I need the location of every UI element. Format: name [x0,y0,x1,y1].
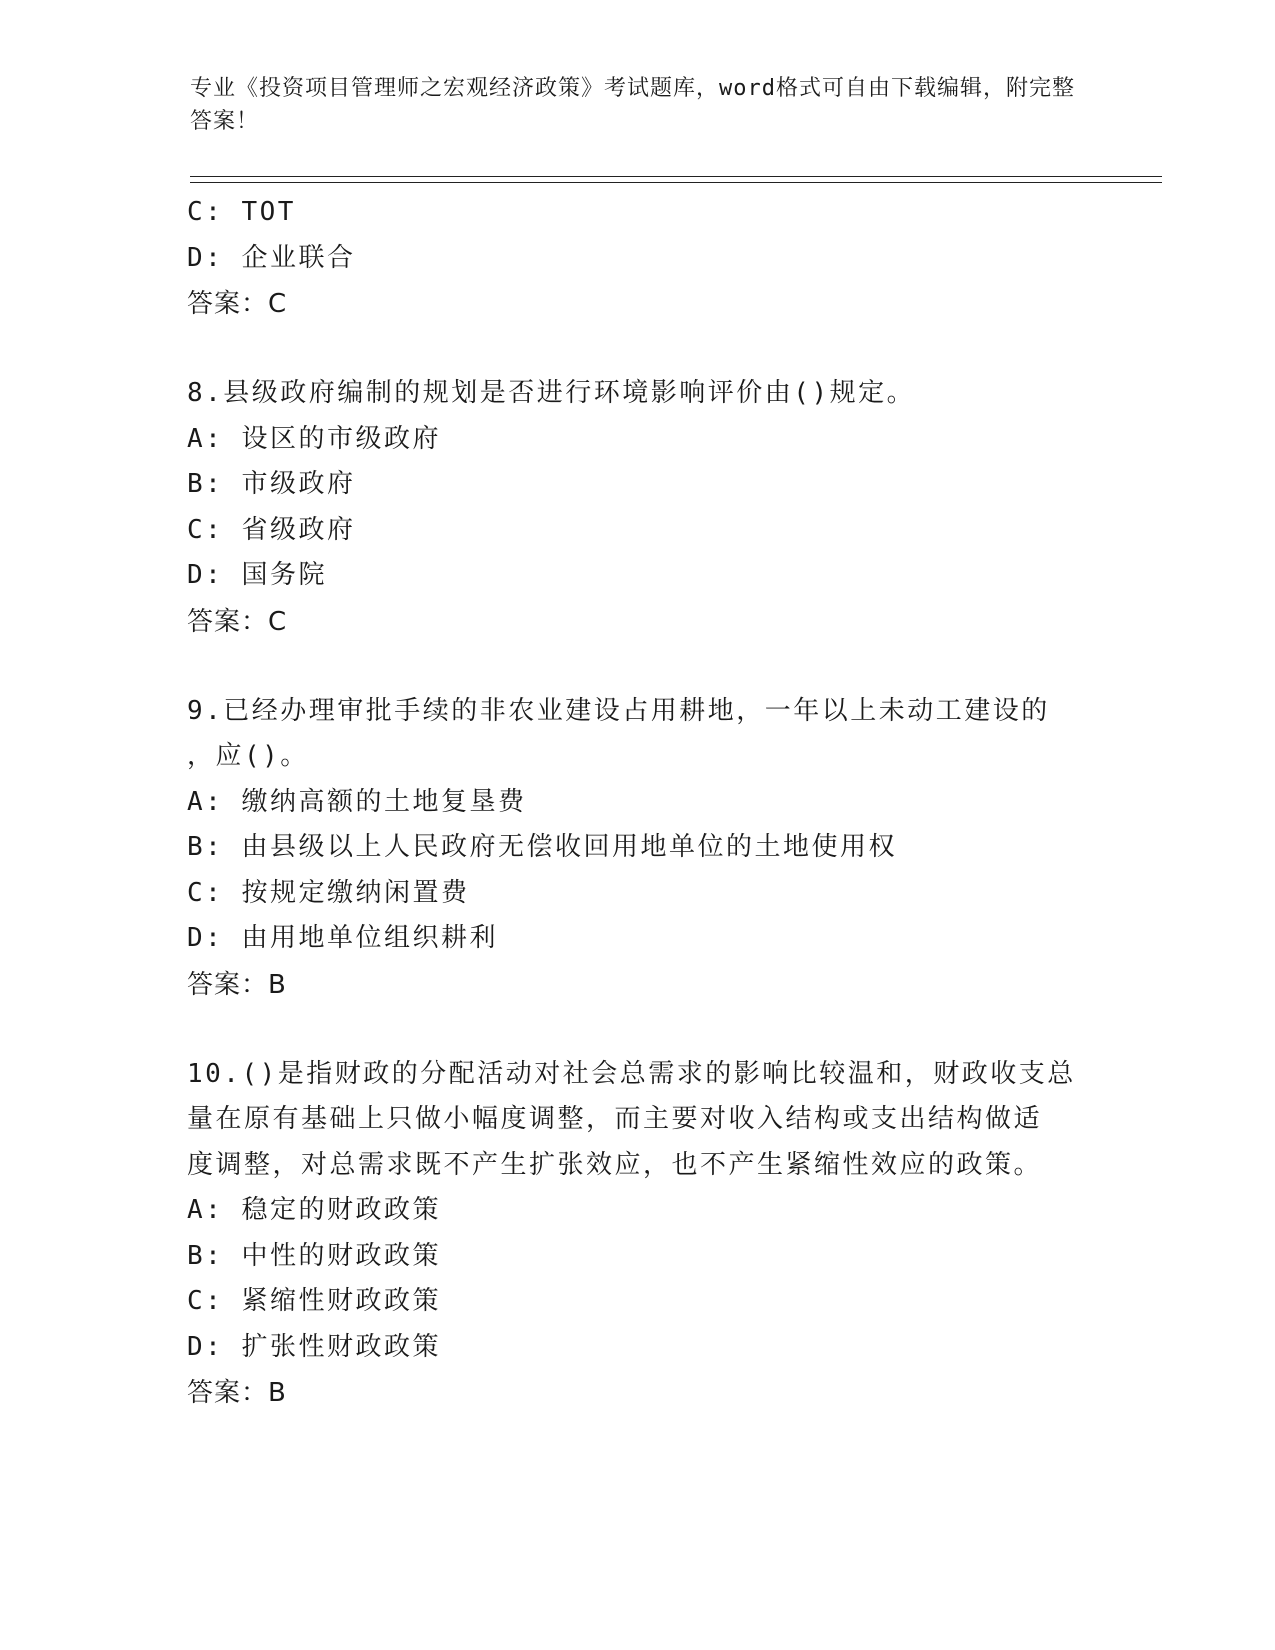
option-a: A: 设区的市级政府 [187,423,441,454]
header-divider-bottom [190,182,1162,183]
answer-line: 答案：B [187,969,287,1000]
option-d: D: 扩张性财政政策 [187,1331,441,1362]
option-b: B: 市级政府 [187,469,356,499]
question-stem-line-2: ，应()。 [187,741,309,771]
question-stem: 8.县级政府编制的规划是否进行环境影响评价由()规定。 [187,378,916,408]
option-c: C: 省级政府 [187,514,356,545]
question-stem-line-3: 度调整，对总需求既不产生扩张效应，也不产生紧缩性效应的政策。 [187,1149,1043,1180]
option-d: D: 国务院 [187,560,327,590]
option-a: A: 稳定的财政政策 [187,1195,441,1225]
option-c: C: TOT [187,197,296,227]
question-10 [187,1052,1087,1417]
option-d: D: 由用地单位组织耕利 [187,923,498,953]
option-c: C: 按规定缴纳闲置费 [187,877,470,908]
question-8 [187,371,1087,645]
header-divider-top [190,176,1162,177]
question-7-continuation [187,190,1087,327]
page-header: 专业《投资项目管理师之宏观经济政策》考试题库，word格式可自由下载编辑，附完整答案！ [190,76,1075,134]
question-9 [187,689,1087,1008]
answer-line: 答案：B [187,1378,287,1408]
answer-line: 答案：C [187,289,288,319]
option-b: B: 由县级以上人民政府无偿收回用地单位的土地使用权 [187,832,897,862]
question-stem-line-2: 量在原有基础上只做小幅度调整，而主要对收入结构或支出结构做适 [187,1104,1043,1134]
option-d: D: 企业联合 [187,242,356,273]
option-a: A: 缴纳高额的土地复垦费 [187,786,527,817]
question-list [187,190,1087,1416]
question-stem-line-1: 9.已经办理审批手续的非农业建设占用耕地，一年以上未动工建设的 [187,695,1050,726]
question-stem-line-1: 10.()是指财政的分配活动对社会总需求的影响比较温和，财政收支总 [187,1058,1076,1089]
option-b: B: 中性的财政政策 [187,1240,441,1271]
answer-line: 答案：C [187,606,288,637]
option-c: C: 紧缩性财政政策 [187,1286,441,1316]
